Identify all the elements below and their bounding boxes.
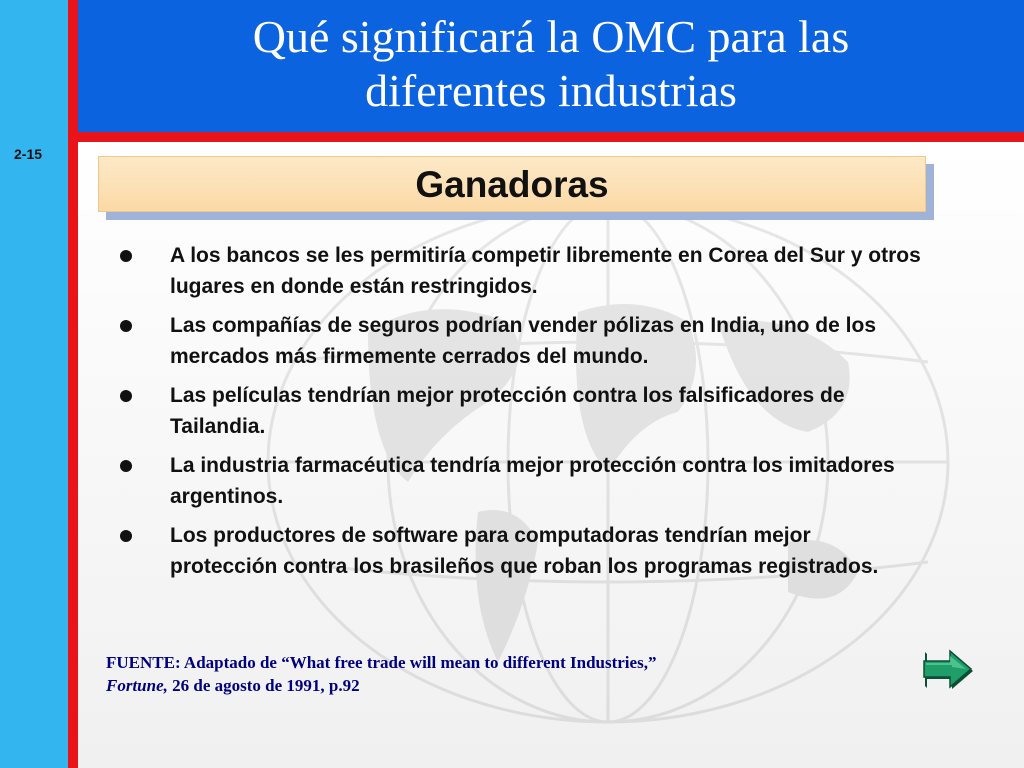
bullet-dot-icon <box>120 250 132 262</box>
bullet-text: Las compañías de seguros podrían vender pólizas en India, uno de los mercados más firmemente cerrados del mundo. <box>170 314 876 368</box>
bullet-dot-icon <box>120 460 132 472</box>
slide-title <box>78 10 1024 118</box>
bullet-text: Los productores de software para computadoras tendrían mejor protección contra los brasileños que roban los programas registrados. <box>170 524 879 578</box>
bullet-list <box>112 240 922 590</box>
source-date: 26 de agosto de 1991, p.92 <box>167 676 360 695</box>
source-citation <box>106 651 656 697</box>
list-item <box>112 380 922 442</box>
bullet-text: A los bancos se les permitiría competir libremente en Corea del Sur y otros lugares en donde están restringidos. <box>170 244 921 298</box>
list-item <box>112 520 922 582</box>
slide-title-line-1: Qué significará la OMC para las <box>252 11 850 62</box>
list-item <box>112 310 922 372</box>
next-slide-button[interactable] <box>922 648 974 690</box>
source-publication: Fortune, <box>106 676 168 695</box>
bullet-dot-icon <box>120 320 132 332</box>
slide-number: 2-15 <box>14 146 43 162</box>
bullet-dot-icon <box>120 390 132 402</box>
section-banner: Ganadoras <box>98 156 926 212</box>
list-item <box>112 450 922 512</box>
slide-title-line-2: diferentes industrias <box>365 65 737 116</box>
bullet-text: La industria farmacéutica tendría mejor protección contra los imitadores argentinos. <box>170 454 895 508</box>
bullet-dot-icon <box>120 530 132 542</box>
bullet-text: Las películas tendrían mejor protección contra los falsificadores de Tailandia. <box>170 384 845 438</box>
left-red-border <box>68 0 78 768</box>
arrow-right-icon <box>922 648 974 690</box>
header-red-border <box>78 132 1024 142</box>
source-line-2 <box>106 674 656 697</box>
source-line-1: FUENTE: Adaptado de “What free trade will mean to different Industries,” <box>106 653 657 672</box>
left-accent-strip <box>0 0 68 768</box>
list-item <box>112 240 922 302</box>
